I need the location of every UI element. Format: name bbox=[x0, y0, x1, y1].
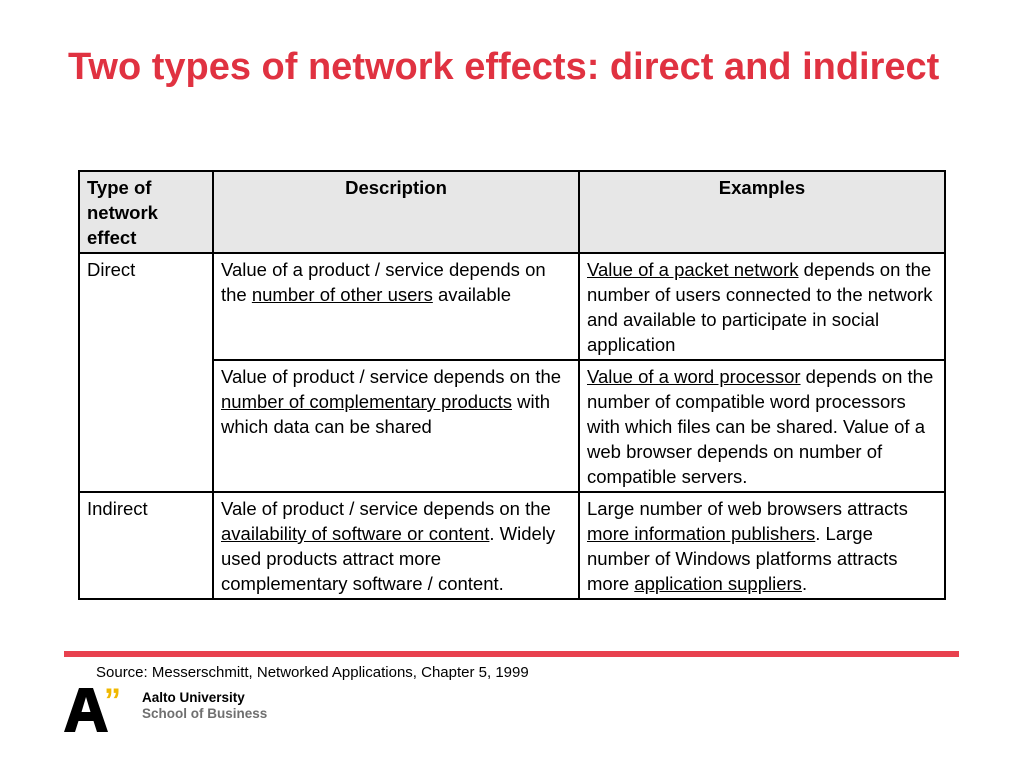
cell-text: Value of product / service depends on the bbox=[221, 366, 562, 387]
linked-term: availability of software or content bbox=[221, 523, 490, 544]
network-effects-table bbox=[78, 170, 946, 600]
cell-description bbox=[213, 360, 579, 492]
cell-text: . Widely used products attract more complementary software / content. bbox=[221, 523, 556, 594]
table-header-row bbox=[79, 171, 945, 253]
linked-term: more information publishers bbox=[587, 523, 816, 544]
header-examples: Examples bbox=[579, 171, 945, 253]
linked-term: Value of a word processor bbox=[587, 366, 801, 387]
logo-quote-mark: ” bbox=[104, 682, 121, 720]
table-row bbox=[79, 492, 945, 599]
cell-example bbox=[579, 492, 945, 599]
cell-text: available bbox=[432, 284, 512, 305]
linked-term: number of complementary products bbox=[221, 391, 512, 412]
cell-text: Large number of web browsers attracts bbox=[587, 498, 908, 519]
cell-text: . bbox=[801, 573, 808, 594]
cell-example bbox=[579, 360, 945, 492]
school-name: School of Business bbox=[142, 706, 268, 721]
cell-text: Value of a product / service depends on the bbox=[221, 259, 546, 305]
university-name: Aalto University bbox=[142, 690, 245, 705]
page-title: Two types of network effects: direct and indirect bbox=[68, 46, 940, 88]
table-row bbox=[79, 253, 945, 360]
header-type: Type of network effect bbox=[79, 171, 213, 253]
cell-text: depends on the number of compatible word processors with which files can be shared. Value of a web browser depends on number of compatible servers. bbox=[587, 366, 934, 487]
cell-text: . Large number of Windows platforms attracts more bbox=[587, 523, 898, 594]
footer-divider bbox=[64, 651, 959, 657]
aalto-logo-icon bbox=[64, 688, 108, 732]
cell-description bbox=[213, 492, 579, 599]
linked-term: application suppliers bbox=[634, 573, 802, 594]
cell-text: with which data can be shared bbox=[221, 391, 551, 437]
cell-text: Vale of product / service depends on the bbox=[221, 498, 551, 519]
source-citation: Source: Messerschmitt, Networked Applications, Chapter 5, 1999 bbox=[96, 664, 529, 681]
cell-type-indirect: Indirect bbox=[79, 492, 213, 599]
linked-term: number of other users bbox=[251, 284, 433, 305]
linked-term: Value of a packet network bbox=[587, 259, 799, 280]
cell-type-direct: Direct bbox=[79, 253, 213, 492]
cell-description bbox=[213, 253, 579, 360]
header-description: Description bbox=[213, 171, 579, 253]
cell-example bbox=[579, 253, 945, 360]
cell-text: depends on the number of users connected to the network and available to participate in social application bbox=[587, 259, 933, 355]
